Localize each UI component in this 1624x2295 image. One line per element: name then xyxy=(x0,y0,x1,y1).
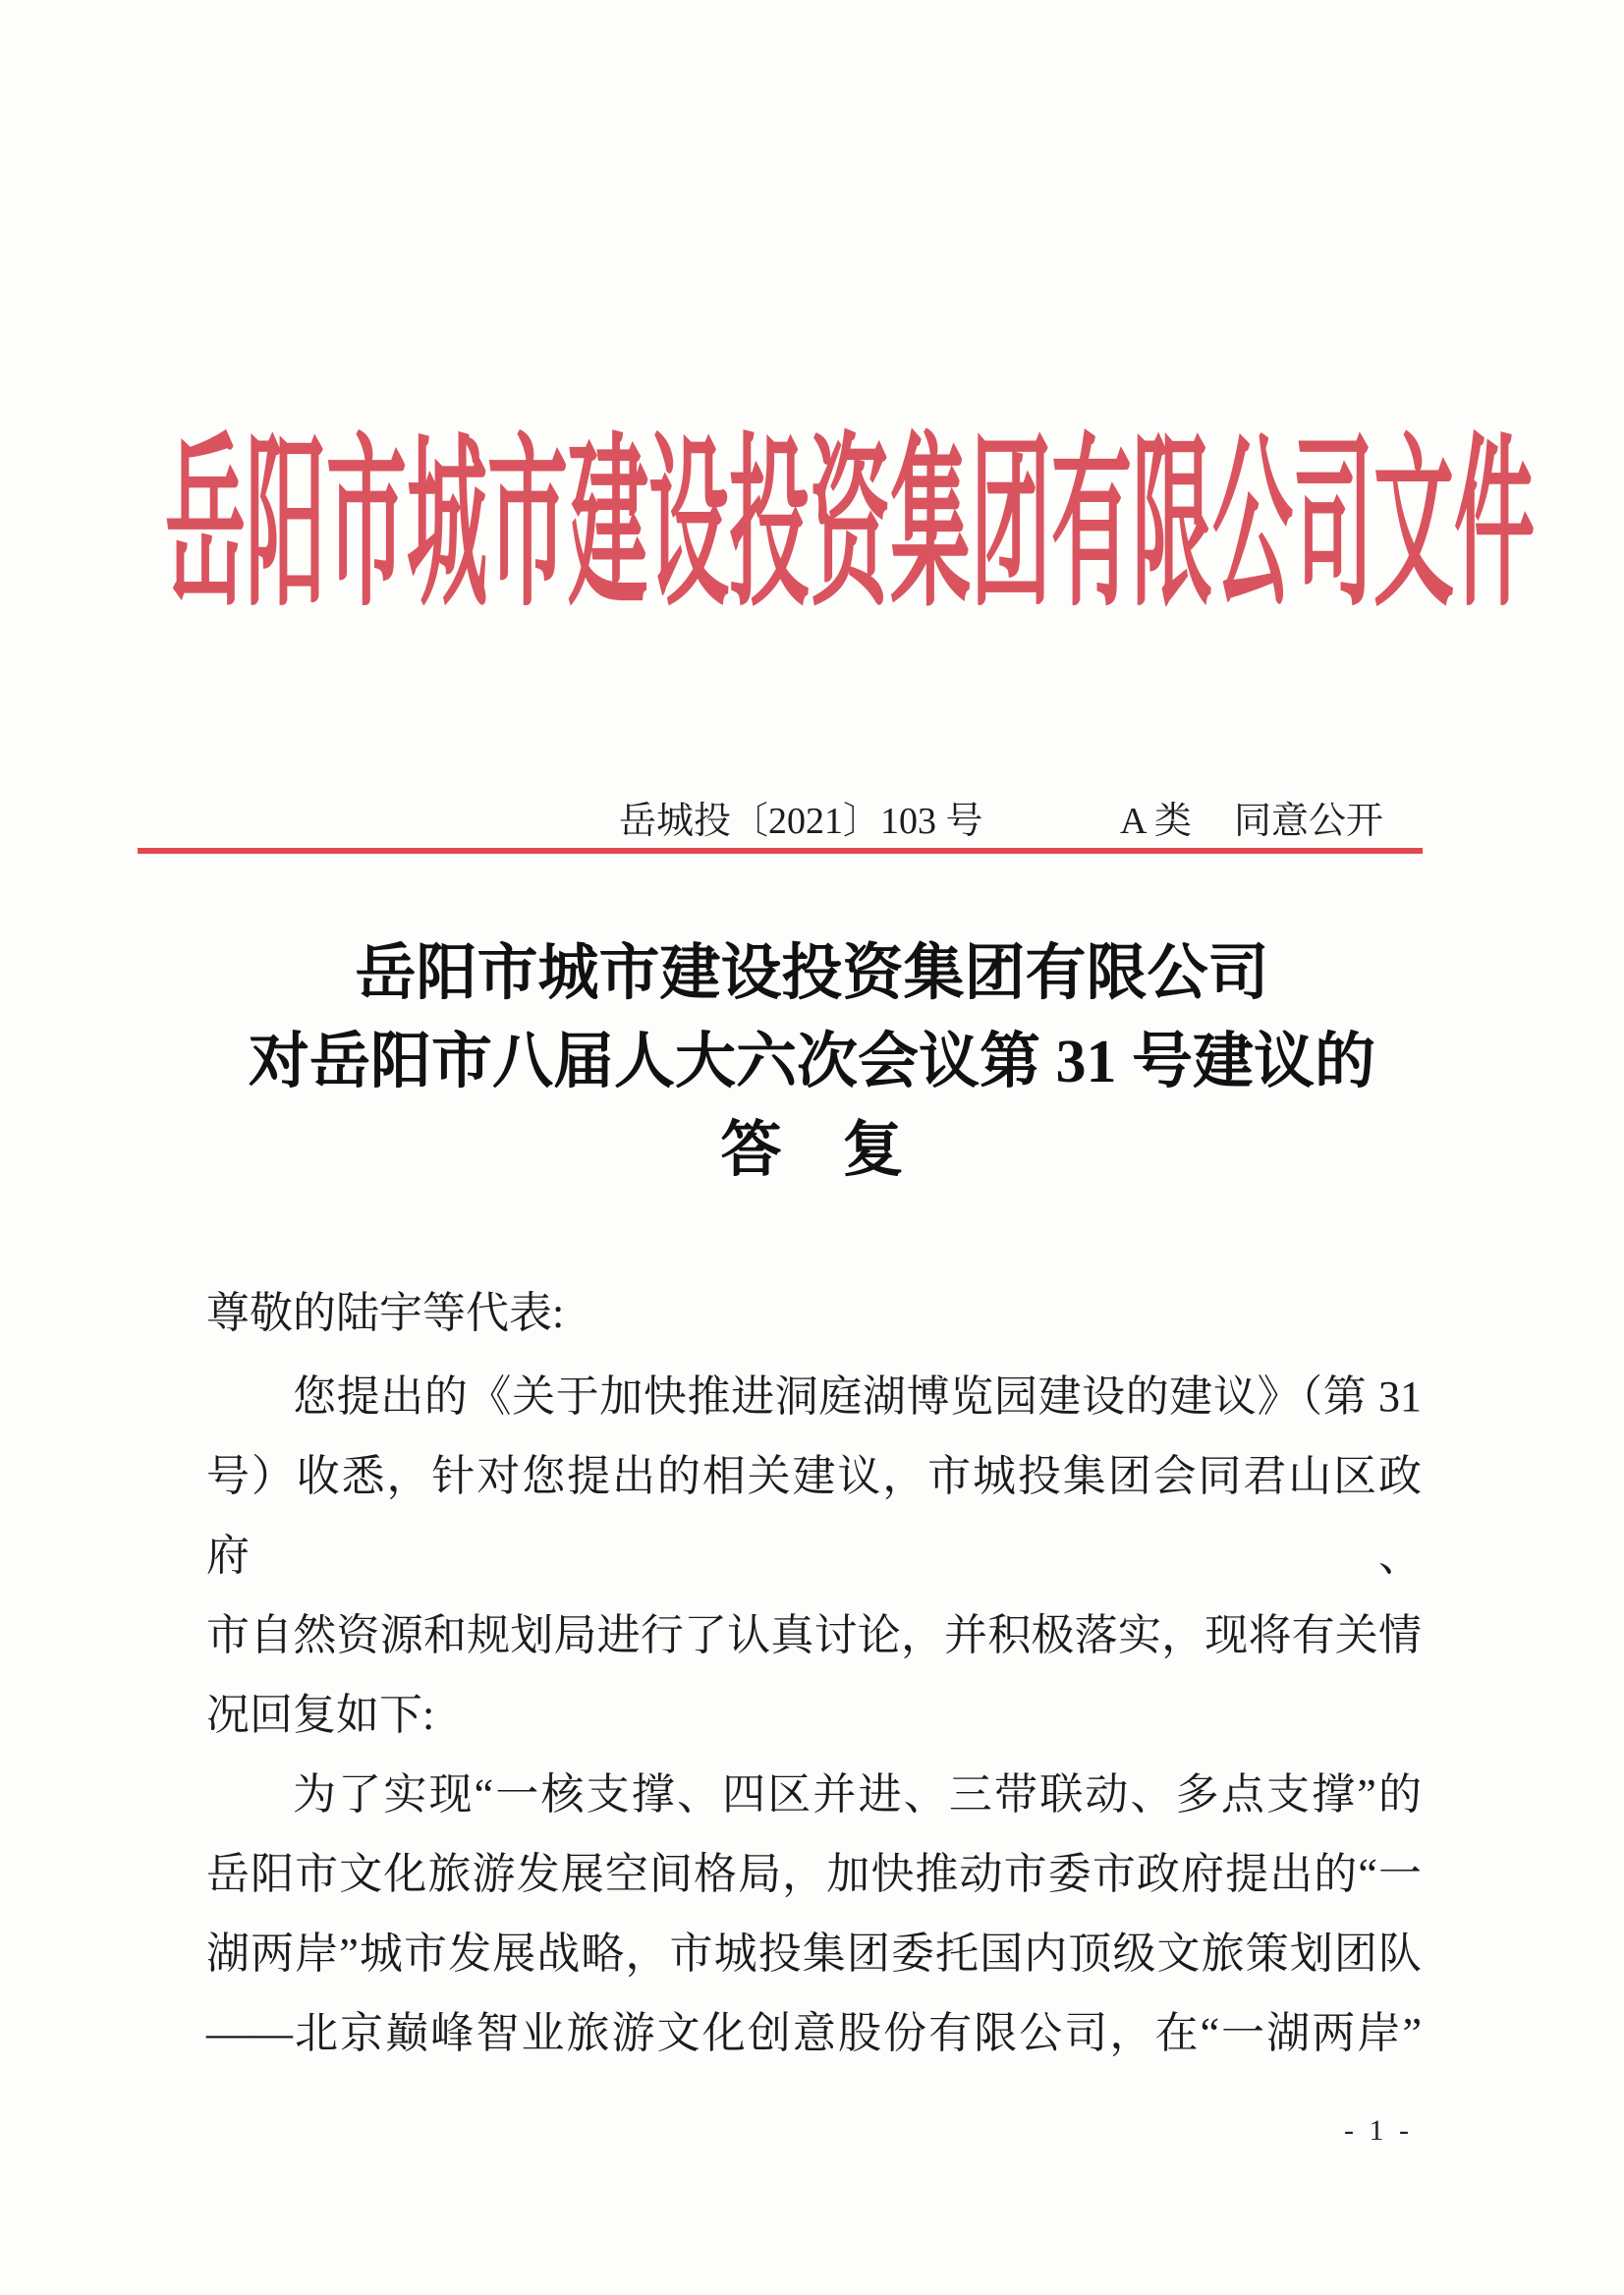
document-title-line1: 岳阳市城市建设投资集团有限公司 xyxy=(355,940,1269,1007)
document-number: 岳城投〔2021〕103 号 xyxy=(619,801,983,842)
body-line: 湖两岸”城市发展战略，市城投集团委托国内顶级文旅策划团队 xyxy=(206,1930,1422,1978)
publicity-label: 同意公开 xyxy=(1234,801,1384,842)
red-divider-rule xyxy=(138,848,1423,854)
body-line: 况回复如下: xyxy=(206,1691,435,1739)
letterhead-banner-title: 岳阳市城市建设投资集团有限公司文件 xyxy=(165,422,1536,629)
document-title-line2: 对岳阳市八届人大六次会议第 31 号建议的 xyxy=(248,1029,1375,1095)
body-line: 为了实现“一核支撑、四区并进、三带联动、多点支撑”的 xyxy=(293,1770,1422,1819)
body-line: 号）收悉，针对您提出的相关建议，市城投集团会同君山区政府、 xyxy=(206,1452,1422,1580)
body-line: 您提出的《关于加快推进洞庭湖博览园建设的建议》（第 31 xyxy=(293,1372,1422,1421)
document-body xyxy=(206,1273,1422,2073)
body-line: 市自然资源和规划局进行了认真讨论，并积极落实，现将有关情 xyxy=(206,1611,1422,1659)
document-class-label: A 类 xyxy=(1120,801,1192,842)
document-title xyxy=(204,929,1420,1195)
document-meta-row xyxy=(0,798,1624,845)
body-line: ——北京巅峰智业旅游文化创意股份有限公司，在“一湖两岸” xyxy=(206,2009,1422,2057)
salutation-line: 尊敬的陆宇等代表: xyxy=(206,1289,565,1337)
page-number: - 1 - xyxy=(1344,2114,1413,2147)
body-line: 岳阳市文化旅游发展空间格局，加快推动市委市政府提出的“一 xyxy=(206,1850,1422,1898)
document-title-line3: 答 复 xyxy=(720,1117,904,1184)
